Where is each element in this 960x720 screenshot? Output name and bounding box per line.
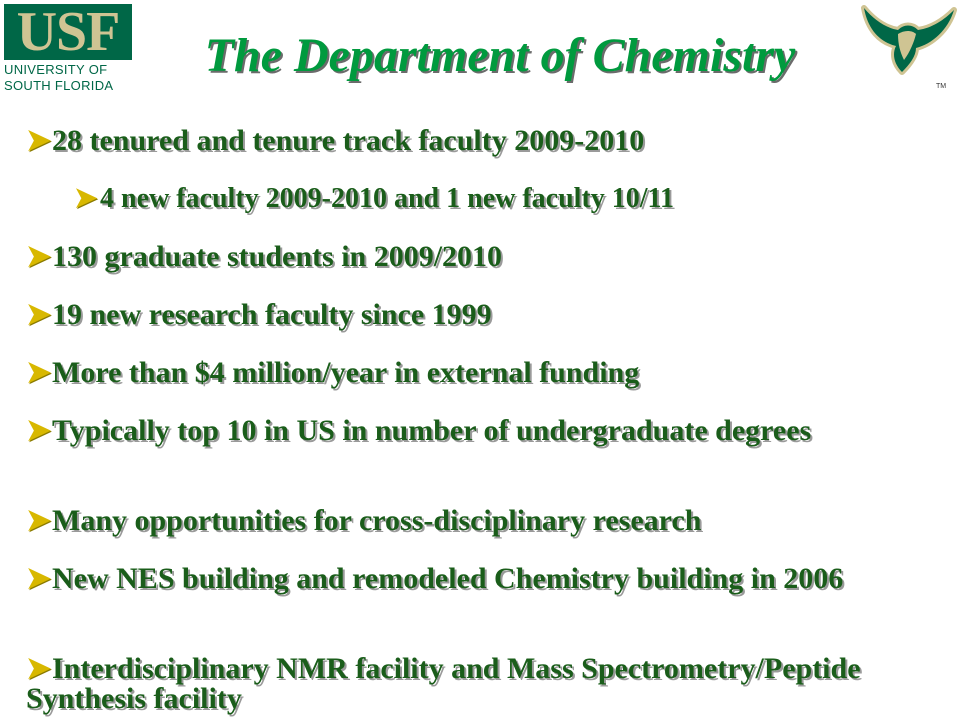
bullet-item: [26, 416, 926, 446]
bullet-arrow-icon: ➤: [26, 240, 52, 273]
bulls-tm: TM: [936, 83, 947, 90]
usf-line1: UNIVERSITY OF: [4, 62, 108, 77]
bullet-arrow-icon: ➤: [74, 183, 98, 214]
bullet-text: More than $4 million/year in external funding: [52, 356, 640, 389]
bullet-item: [74, 184, 934, 214]
bullet-text: New NES building and remodeled Chemistry building in 2006: [52, 562, 844, 595]
bullet-arrow-icon: ➤: [26, 652, 52, 685]
usf-logo: [4, 1, 132, 96]
usf-line2: SOUTH FLORIDA: [4, 78, 114, 93]
bullet-item: [26, 300, 926, 330]
bull-horns-icon: [858, 2, 958, 92]
bullet-arrow-icon: ➤: [26, 298, 52, 331]
bullet-item: [26, 358, 926, 388]
bullet-item: [26, 126, 926, 156]
bullet-item: [26, 242, 926, 272]
bullet-text: Many opportunities for cross-disciplinary research: [52, 504, 702, 537]
bullet-item: [26, 564, 926, 594]
bullet-item: [26, 506, 926, 536]
bullet-text: 19 new research faculty since 1999: [52, 298, 492, 331]
usf-abbrev: USF: [4, 4, 132, 60]
bullet-arrow-icon: ➤: [26, 356, 52, 389]
page-title: The Department of Chemistry: [204, 29, 796, 82]
bullet-arrow-icon: ➤: [26, 504, 52, 537]
bullet-text: Typically top 10 in US in number of undergraduate degrees: [52, 414, 812, 447]
bullet-arrow-icon: ➤: [26, 414, 52, 447]
bullet-arrow-icon: ➤: [26, 562, 52, 595]
bullet-text: 4 new faculty 2009-2010 and 1 new faculty 10/11: [100, 183, 674, 214]
bullet-arrow-icon: ➤: [26, 124, 52, 157]
bullet-text: 130 graduate students in 2009/2010: [52, 240, 503, 273]
bullet-text: 28 tenured and tenure track faculty 2009-2010: [52, 124, 645, 157]
bullet-text: Interdisciplinary NMR facility and Mass Spectrometry/Peptide Synthesis facility: [26, 652, 861, 715]
bullet-item: [26, 654, 926, 714]
